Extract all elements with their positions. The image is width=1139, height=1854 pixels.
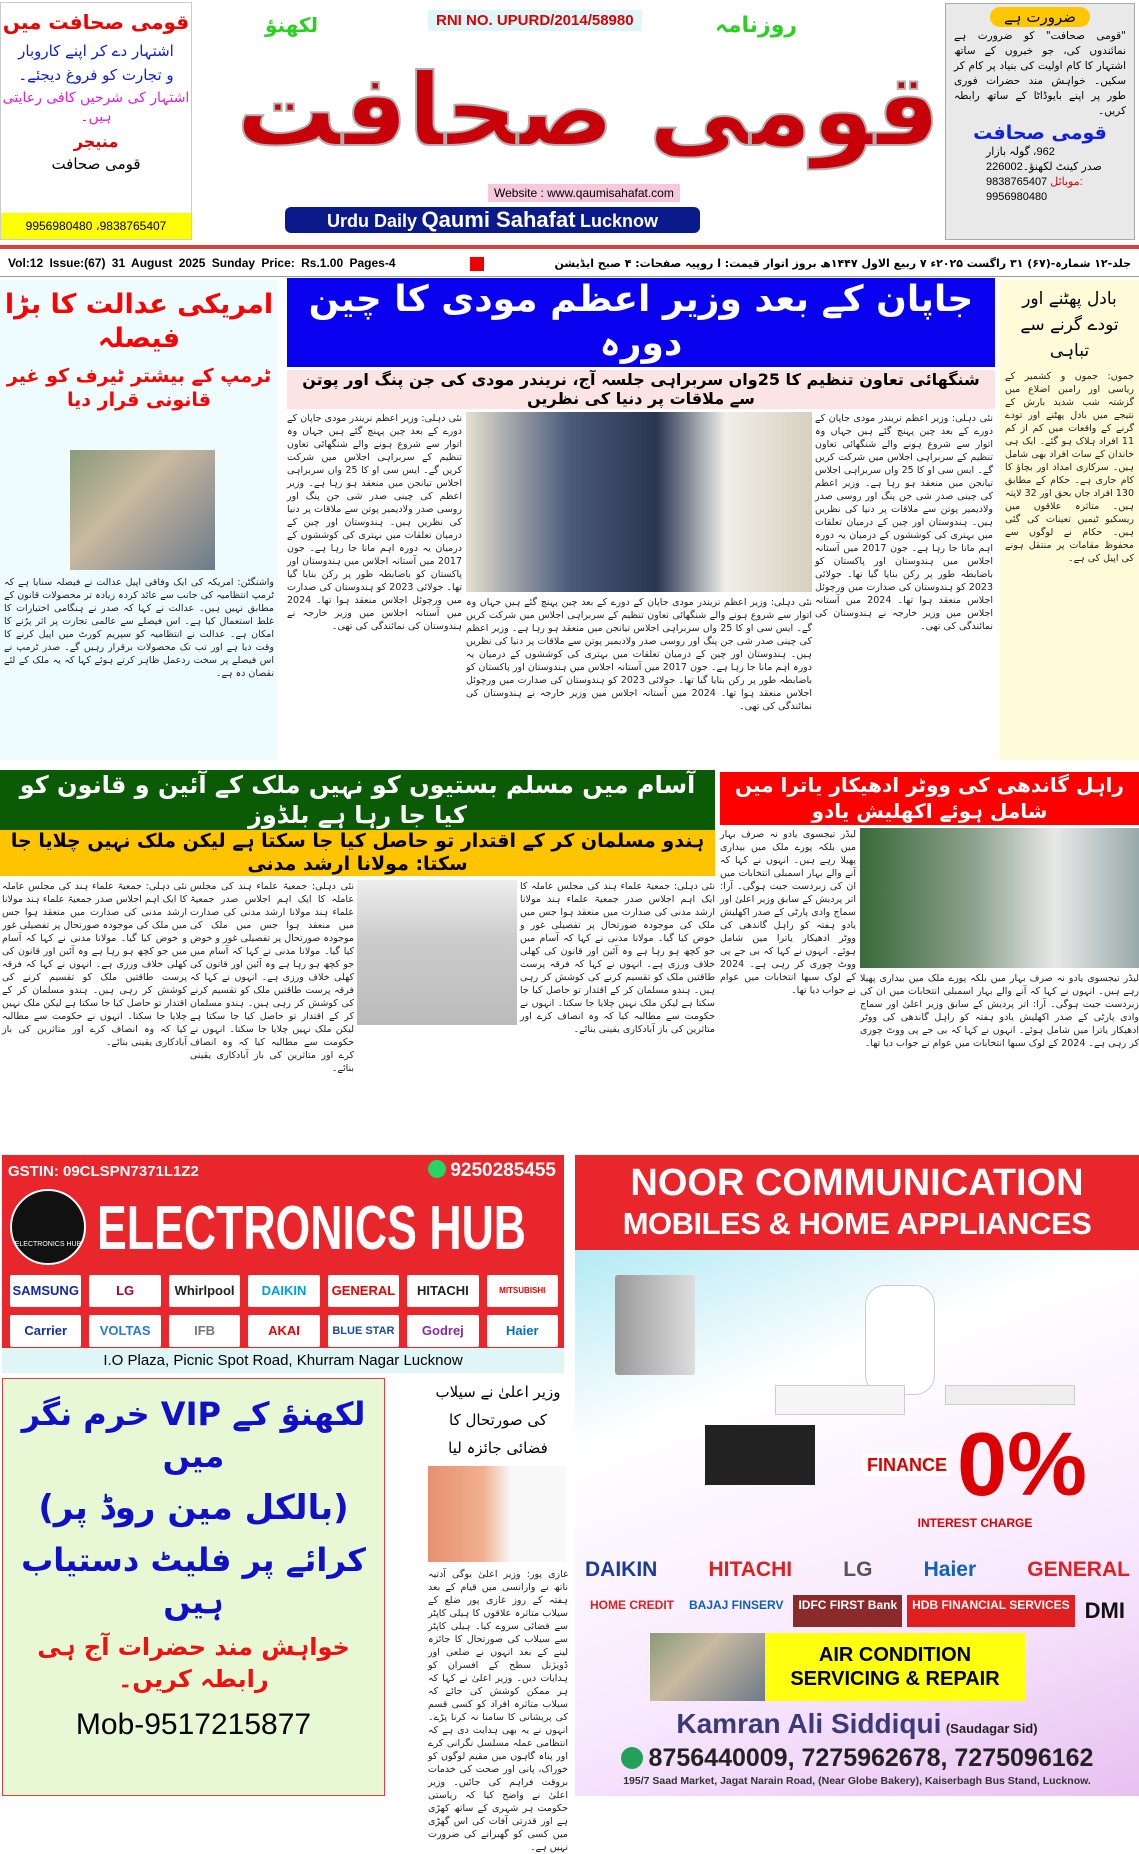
brand-logo: Whirlpool <box>169 1275 240 1307</box>
rahul-photo <box>860 828 1139 968</box>
wanted-paper: قومی صحافت <box>973 122 1107 144</box>
rahul-body-2: لیڈر تیجسوی یادو نہ صرف بہار میں بلکہ پورے ملک میں بیداری پھیلا رہے ہیں۔ انہوں نے کہا کہ آنے والے بہار اسمبلی انتخابات میں ان کی زبردست جیت ہوگی۔ آرا: اتر پردیش کے سابق وزیر اعلیٰ اور سماج وادی پارٹی کے صدر اکھلیش یادو ہفتہ کو راہل گاندھی کی ووٹر ادھیکار یاترا میں شامل ہوئے۔ انہوں نے کہا کہ بی جے پی ووٹ چوری کر رہی ہے۔ 2024 کے لوک سبھا انتخابات میں عوام نے جواب دیا تھا۔ <box>860 973 1139 1049</box>
brand-logo: MITSUBISHI <box>487 1275 558 1307</box>
right-story <box>1000 280 1139 760</box>
finance-logo: HDB FINANCIAL SERVICES <box>907 1595 1075 1627</box>
phone: 9838765407 <box>986 176 1048 188</box>
ac-service-banner <box>765 1633 1025 1701</box>
lead-subheadline: شنگھائی تعاون تنظیم کا 25واں سربراہی جلسہ آج، نریندر مودی کی جن پنگ اور پوتن سے ملاقات پر دنیا کی نظریں <box>287 370 995 409</box>
finance-logo: IDFC FIRST Bank <box>793 1595 902 1627</box>
roznama-label: روزنامہ <box>715 13 798 38</box>
noor-subtitle: MOBILES & HOME APPLIANCES <box>622 1206 1092 1241</box>
brand-grid <box>10 1275 558 1347</box>
gstin: GSTIN: 09CLSPN7371L1Z2 <box>8 1163 199 1180</box>
tagline-banner <box>285 207 700 233</box>
info-left: Vol:12 Issue:(67) 31 August 2025 Sunday Price: Rs.1.00 Pages-4 <box>8 256 396 270</box>
right-ad-box <box>945 3 1135 240</box>
brand-logo: BLUE STAR <box>328 1315 399 1347</box>
lead-body-right: نئی دہلی: وزیر اعظم نریندر مودی جاپان کے دورے کے بعد چین پہنچ گئے ہیں جہاں وہ اتوار سے شروع ہونے والے شنگھائی تعاون تنظیم کے سربراہی اجلاس میں شرکت کریں گے۔ ایس سی او کا 25 واں سربراہی اجلاس تیانجن میں منعقد ہو رہا ہے۔ وزیر اعظم کی چینی صدر شی جن پنگ اور روسی صدر ولادیمیر پوتن سے ملاقات پر دنیا کی نظریں ہیں۔ ہندوستان اور چین کے درمیان تعلقات میں بہتری کی کوششوں کے درمیان یہ دورہ اہم مانا جا رہا ہے۔ جون 2017 میں آستانہ اجلاس میں ہندوستان اور پاکستان کو باضابطہ طور پر رکن بنایا گیا تھا۔ جولائی 2023 کو ہندوستان کی صدارت میں ورچوئل اجلاس منعقد ہوا تھا۔ 2024 میں آستانہ اجلاس میں وزیر خارجہ نے ہندوستان کی نمائندگی کی تھی۔ <box>815 413 993 632</box>
brand-logo: Haier <box>923 1558 977 1581</box>
assam-body-2: نئی دہلی: جمعیۃ علماء ہند کی مجلس عاملہ کا ایک اہم اجلاس صدر جمعیۃ علماء ہند مولانا ارشد مدنی کی صدارت میں منعقد ہوا جس میں ملک کی موجودہ صورتحال پر تفصیلی غور و خوض کیا گیا۔ مولانا مدنی نے کہا کہ آسام میں جو کچھ ہو رہا ہے وہ آئین اور قانون کی کھلی خلاف ورزی ہے۔ انہوں نے کہا کہ فرقہ پرست طاقتیں ملک کو تقسیم کرنے کی کوشش کر رہی ہیں۔ ہندو مسلمان کر کے اقتدار تو حاصل کیا جا سکتا ہے لیکن ملک نہیں چلایا جا سکتا۔ انہوں نے حکومت سے مطالبہ کیا کہ وہ انصاف کرے اور متاثرین کی باز آبادکاری یقینی بنائے۔ <box>190 881 354 1074</box>
modi-photo <box>466 412 812 592</box>
lead-headline: جاپان کے بعد وزیر اعظم مودی کا چین دورہ <box>287 278 995 367</box>
assam-body-1: نئی دہلی: جمعیۃ علماء ہند کی مجلس عاملہ کا ایک اہم اجلاس صدر جمعیۃ علماء ہند مولانا ارشد مدنی کی صدارت میں منعقد ہوا جس میں ملک کی موجودہ صورتحال پر تفصیلی غور و خوض کیا گیا۔ مولانا مدنی نے کہا کہ آسام میں جو کچھ ہو رہا ہے وہ آئین اور قانون کی کھلی خلاف ورزی ہے۔ انہوں نے کہا کہ فرقہ پرست طاقتیں ملک کو تقسیم کرنے کی کوشش کر رہی ہیں۔ ہندو مسلمان کر کے اقتدار تو حاصل کیا جا سکتا ہے لیکن ملک نہیں چلایا جا سکتا۔ انہوں نے حکومت سے مطالبہ کیا کہ وہ انصاف کرے اور متاثرین کی باز آبادکاری یقینی بنائے۔ <box>520 881 715 1035</box>
brand-logo: Carrier <box>10 1315 81 1347</box>
brand-logo: DAIKIN <box>248 1275 319 1307</box>
lead-body-bottom: نئی دہلی: وزیر اعظم نریندر مودی جاپان کے دورے کے بعد چین پہنچ گئے ہیں جہاں وہ اتوار سے شروع ہونے والے شنگھائی تعاون تنظیم کے سربراہی اجلاس میں شرکت کریں گے۔ ایس سی او کا 25 واں سربراہی اجلاس تیانجن میں منعقد ہو رہا ہے۔ وزیر اعظم کی چینی صدر شی جن پنگ اور روسی صدر ولادیمیر پوتن سے ملاقات پر دنیا کی نظریں ہیں۔ ہندوستان اور چین کے درمیان تعلقات میں بہتری کی کوششوں کے درمیان یہ دورہ اہم مانا جا رہا ہے۔ جون 2017 میں آستانہ اجلاس میں ہندوستان اور پاکستان کو باضابطہ طور پر رکن بنایا گیا تھا۔ جولائی 2023 کو ہندوستان کی صدارت میں ورچوئل اجلاس منعقد ہوا تھا۔ 2024 میں آستانہ اجلاس میں وزیر خارجہ نے ہندوستان کی نمائندگی کی تھی۔ <box>466 597 813 712</box>
phone: 9956980480 <box>986 191 1048 203</box>
left-ad-line: اشتہار دے کر اپنے کاروبار <box>18 42 174 60</box>
info-rule <box>0 276 1139 277</box>
tagline-pre: Urdu Daily <box>327 211 418 231</box>
cm-story <box>428 1378 568 1853</box>
left-ad-line: و تجارت کو فروغ دیجئے۔ <box>18 66 174 84</box>
vip-line: لکھنؤ کے VIP خرم نگر میں <box>21 1395 366 1475</box>
noor-brands <box>585 1557 1130 1583</box>
left-ad-title: قومی صحافت میں <box>2 10 190 34</box>
whatsapp-number <box>428 1160 556 1182</box>
brand-logo: LG <box>843 1558 873 1581</box>
finance-badge <box>825 1415 1125 1545</box>
website: Website : www.qaumisahafat.com <box>488 184 680 202</box>
left-ad-box <box>0 2 192 240</box>
rni-number: RNI NO. UPURD/2014/58980 <box>428 10 642 31</box>
electronics-hub-address: I.O Plaza, Picnic Spot Road, Khurram Nagar Lucknow <box>2 1348 564 1373</box>
assam-body-3: نئی دہلی: جمعیۃ علماء ہند کی مجلس عاملہ کا ایک اہم اجلاس صدر جمعیۃ علماء ہند مولانا ارشد مدنی کی صدارت میں منعقد ہوا جس میں ملک کی موجودہ صورتحال پر تفصیلی غور و خوض کیا گیا۔ مولانا مدنی نے کہا کہ آسام میں جو کچھ ہو رہا ہے وہ آئین اور قانون کی کھلی خلاف ورزی ہے۔ انہوں نے کہا کہ فرقہ پرست طاقتیں ملک کو تقسیم کرنے کی کوشش کر رہی ہیں۔ ہندو مسلمان کر کے اقتدار تو حاصل کیا جا سکتا ہے لیکن ملک نہیں چلایا جا سکتا۔ انہوں نے حکومت سے مطالبہ کیا کہ وہ انصاف کرے اور متاثرین کی باز آبادکاری یقینی بنائے۔ <box>2 881 187 1048</box>
vip-line: خواہش مند حضرات آج ہی رابطہ کریں۔ <box>37 1633 350 1693</box>
address-line: 962، گولہ بازار <box>986 146 1055 158</box>
trump-photo <box>70 450 215 570</box>
lucknow-label: لکھنؤ <box>265 13 319 37</box>
logo-text: ELECTRONICS HUB <box>14 1241 82 1248</box>
wanted-text: "قومی صحافت" کو ضرورت ہے نمائندوں کی، جو خبروں کے ساتھ اشتہار کا کام اولیت کی بنیاد پر کام کر سکیں۔ خواہش مند حضرات فوری طور پر اپنے بایوڈاٹا کے ساتھ رابطہ کریں۔ <box>954 30 1126 117</box>
service-line: AIR CONDITION <box>818 1644 972 1666</box>
lead-body-left: نئی دہلی: وزیر اعظم نریندر مودی جاپان کے دورے کے بعد چین پہنچ گئے ہیں جہاں وہ اتوار سے شروع ہونے والے شنگھائی تعاون تنظیم کے سربراہی اجلاس میں شرکت کریں گے۔ ایس سی او کا 25 واں سربراہی اجلاس تیانجن میں منعقد ہو رہا ہے۔ وزیر اعظم کی چینی صدر شی جن پنگ اور روسی صدر ولادیمیر پوتن سے ملاقات پر دنیا کی نظریں ہیں۔ ہندوستان اور چین کے درمیان تعلقات میں بہتری کی کوششوں کے درمیان یہ دورہ اہم مانا جا رہا ہے۔ جون 2017 میں آستانہ اجلاس میں ہندوستان اور پاکستان کو باضابطہ طور پر رکن بنایا گیا تھا۔ جولائی 2023 کو ہندوستان کی صدارت میں ورچوئل اجلاس منعقد ہوا تھا۔ 2024 میں آستانہ اجلاس میں وزیر خارجہ نے ہندوستان کی نمائندگی کی تھی۔ <box>287 413 462 632</box>
assam-headline: آسام میں مسلم بستیوں کو نہیں ملک کے آئین و قانون کو کیا جا رہا ہے بلڈوز <box>0 770 715 830</box>
brand-logo: AKAI <box>248 1315 319 1347</box>
vip-mobile: Mob-9517215877 <box>75 1708 312 1741</box>
electronics-hub-name: ELECTRONICS HUB <box>97 1194 527 1263</box>
header-rule <box>0 245 1139 249</box>
cm-story-body: غازی پور: وزیر اعلیٰ یوگی آدتیہ ناتھ نے وارانسی میں قیام کے بعد ہفتہ کے روز غازی پور ضلع کے سیلاب متاثرہ علاقوں کا ہیلی کاپٹر سے فضائی سروے کیا۔ ہیلی کاپٹر سے سیلاب کی صورتحال کا جائزہ لینے کے بعد انہوں نے ضلعی اور ڈویژنل سطح کے افسران کو ہدایات دیں۔ وزیر اعلیٰ نے کہا کہ ہر ممکن کوشش کی جائے کہ سیلاب متاثرہ افراد کو کسی قسم کی پریشانی کا سامنا نہ کرنا پڑے۔ انہوں نے یہ بھی ہدایت دی ہے کہ انتظامی عملہ مسلسل نگرانی کرے اور پناہ گاہوں میں مقیم لوگوں کو خوراک، پانی اور صحت کی خدمات بروقت فراہم کی جائیں۔ وزیر اعلیٰ نے واضح کیا کہ ریاستی حکومت ہر شہری کے ساتھ کھڑی ہے اور قدرتی آفات کی اس گھڑی میں کسی کو گھبرانے کی ضرورت نہیں ہے۔ <box>428 1569 568 1853</box>
left-story-subheadline: ٹرمپ کے بیشتر ٹیرف کو غیر قانونی قرار دیا <box>6 365 272 411</box>
brand-logo: VOLTAS <box>89 1315 160 1347</box>
vip-flat-ad <box>2 1378 385 1796</box>
finance-logo: HOME CREDIT <box>590 1598 674 1612</box>
brand-logo: SAMSUNG <box>10 1275 81 1307</box>
left-ad-line: اشتہار کی شرحیں کافی رعایتی ہیں۔ <box>2 90 190 125</box>
noor-phones <box>575 1743 1139 1773</box>
finance-percent: 0% <box>956 1415 1088 1515</box>
owner-alias: (Saudagar Sid) <box>945 1721 1038 1736</box>
wanted-badge: ضرورت ہے <box>990 7 1090 27</box>
brand-logo: DAIKIN <box>585 1558 658 1581</box>
rahul-headline: راہل گاندھی کی ووٹر ادھیکار یاترا میں شامل ہوئے اکھلیش یادو <box>720 772 1139 825</box>
phone: 9250285455 <box>450 1160 556 1181</box>
whatsapp-icon <box>621 1747 643 1769</box>
owner-line <box>575 1707 1139 1746</box>
tagline-post: Lucknow <box>579 211 658 231</box>
noor-address: 195/7 Saad Market, Jagat Narain Road, (Near Globe Bakery), Kaiserbagh Bus Stand, Lucknow. <box>623 1775 1091 1787</box>
finance-label: FINANCE <box>863 1454 951 1476</box>
vip-line: کرائے پر فلیٹ دستیاب ہیں <box>21 1541 366 1621</box>
rahul-body-1: لیڈر تیجسوی یادو نہ صرف بہار میں بلکہ پورے ملک میں بیداری پھیلا رہے ہیں۔ انہوں نے کہا کہ آنے والے بہار اسمبلی انتخابات میں ان کی زبردست جیت ہوگی۔ آرا: اتر پردیش کے سابق وزیر اعلیٰ اور سماج وادی پارٹی کے صدر اکھلیش یادو ہفتہ کو راہل گاندھی کی ووٹر ادھیکار یاترا میں شامل ہوئے۔ انہوں نے کہا کہ بی جے پی ووٹ چوری کر رہی ہے۔ 2024 کے لوک سبھا انتخابات میں عوام نے جواب دیا تھا۔ <box>720 829 856 996</box>
mobile-line <box>986 175 1134 190</box>
left-story-headline: امریکی عدالت کا بڑا فیصلہ <box>4 289 274 354</box>
brand-logo: HITACHI <box>407 1275 478 1307</box>
ac-technician-photo <box>650 1633 765 1701</box>
tagline-main: Qaumi Sahafat <box>421 207 576 232</box>
madani-photo <box>357 880 517 1025</box>
brand-logo: Haier <box>487 1315 558 1347</box>
cm-story-headline: وزیر اعلیٰ نے سیلاب کی صورتحال کا فضائی جائزہ لیا <box>435 1383 561 1457</box>
finance-brands <box>585 1595 1130 1627</box>
noor-title: NOOR COMMUNICATION <box>630 1162 1084 1204</box>
brand-logo: GENERAL <box>1027 1558 1130 1581</box>
phone: 8756440009, 7275962678, 7275096162 <box>648 1744 1094 1772</box>
info-right: جلد-۱۲ شمارہ-(۶۷) ۳۱ راگست ۲۰۲۵ء ۷ ربیع الاول ۱۴۴۷ھ بروز اتوار قیمت: ا روپیہ صفحات: ۴ صبح ایڈیشن <box>554 257 1131 270</box>
whatsapp-icon <box>428 1160 446 1178</box>
left-ad-phones: 9956980480 ،9838765407 <box>1 213 191 239</box>
interest-label: INTEREST CHARGE <box>917 1516 1033 1530</box>
noor-ad <box>575 1155 1139 1796</box>
assam-subheadline: ہندو مسلمان کر کے اقتدار تو حاصل کیا جا سکتا ہے لیکن ملک نہیں چلایا جا سکتا: مولانا ارشد مدنی <box>0 830 715 876</box>
mobile-label: موبائل: <box>1050 176 1083 188</box>
electronics-hub-ad <box>2 1155 564 1373</box>
finance-logo: BAJAJ FINSERV <box>688 1598 784 1612</box>
right-story-body: جموں: جموں و کشمیر کے ریاسی اور رامبن اضلاع میں گزشتہ شب شدید بارش کے نتیجے میں بادل پھٹنے اور تودے گرنے کے واقعات میں کم از کم 11 افراد ہلاک ہو گئے۔ ایک ہی خاندان کے سات افراد بھی شامل ہیں۔ سرکاری امداد اور بچاؤ کا کام جاری ہے۔ حکام کے مطابق 130 افراد جاں بحق اور 32 لاپتہ ہیں۔ متاثرہ علاقوں میں ریسکیو ٹیمیں تعینات کی گئی ہیں۔ حکام نے لوگوں سے محفوظ مقامات پر منتقل ہونے کی اپیل کی ہے۔ <box>1005 371 1135 564</box>
cm-photo <box>428 1466 566 1562</box>
masthead-logo: قومی صحافت <box>236 52 940 169</box>
owner-name: Kamran Ali Siddiqui <box>676 1708 942 1739</box>
brand-logo: LG <box>89 1275 160 1307</box>
left-story-body: واشنگٹن: امریکہ کی ایک وفاقی اپیل عدالت نے فیصلہ سنایا ہے کہ ٹرمپ انتظامیہ کی جانب سے عائد کردہ زیادہ تر محصولات قانون کے مطابق نہیں ہیں۔ عدالت نے کہا کہ صدر نے ہنگامی اختیارات کا غلط استعمال کیا ہے۔ اس فیصلے سے عالمی تجارت پر اثر پڑنے کا امکان ہے۔ عدالت نے انتظامیہ کو سپریم کورٹ میں اپیل کرنے کا وقت دیا ہے اور تب تک محصولات برقرار رہیں گے۔ صدر ٹرمپ نے اس فیصلے پر سخت ردعمل ظاہر کرتے ہوئے کہا کہ یہ ملک کے لئے نقصان دہ ہے۔ <box>4 577 274 679</box>
info-marker <box>470 257 484 271</box>
electronics-hub-logo <box>10 1189 86 1265</box>
left-ad-paper: قومی صحافت <box>51 155 141 173</box>
address-line: صدر کینٹ لکھنؤ۔226002 <box>986 161 1102 173</box>
finance-logo: DMI <box>1084 1598 1125 1623</box>
vip-line: (بالکل مین روڈ پر) <box>38 1488 349 1528</box>
right-story-headline: بادل پھٹنے اور تودے گرنے سے تباہی <box>1020 289 1119 361</box>
brand-logo: HITACHI <box>708 1558 793 1581</box>
brand-logo: Godrej <box>407 1315 478 1347</box>
brand-logo: GENERAL <box>328 1275 399 1307</box>
left-story <box>0 280 278 760</box>
brand-logo: IFB <box>169 1315 240 1347</box>
service-line: SERVICING & REPAIR <box>790 1668 1000 1690</box>
noor-title-banner <box>575 1155 1139 1250</box>
left-ad-manager: منیجر <box>73 132 119 151</box>
